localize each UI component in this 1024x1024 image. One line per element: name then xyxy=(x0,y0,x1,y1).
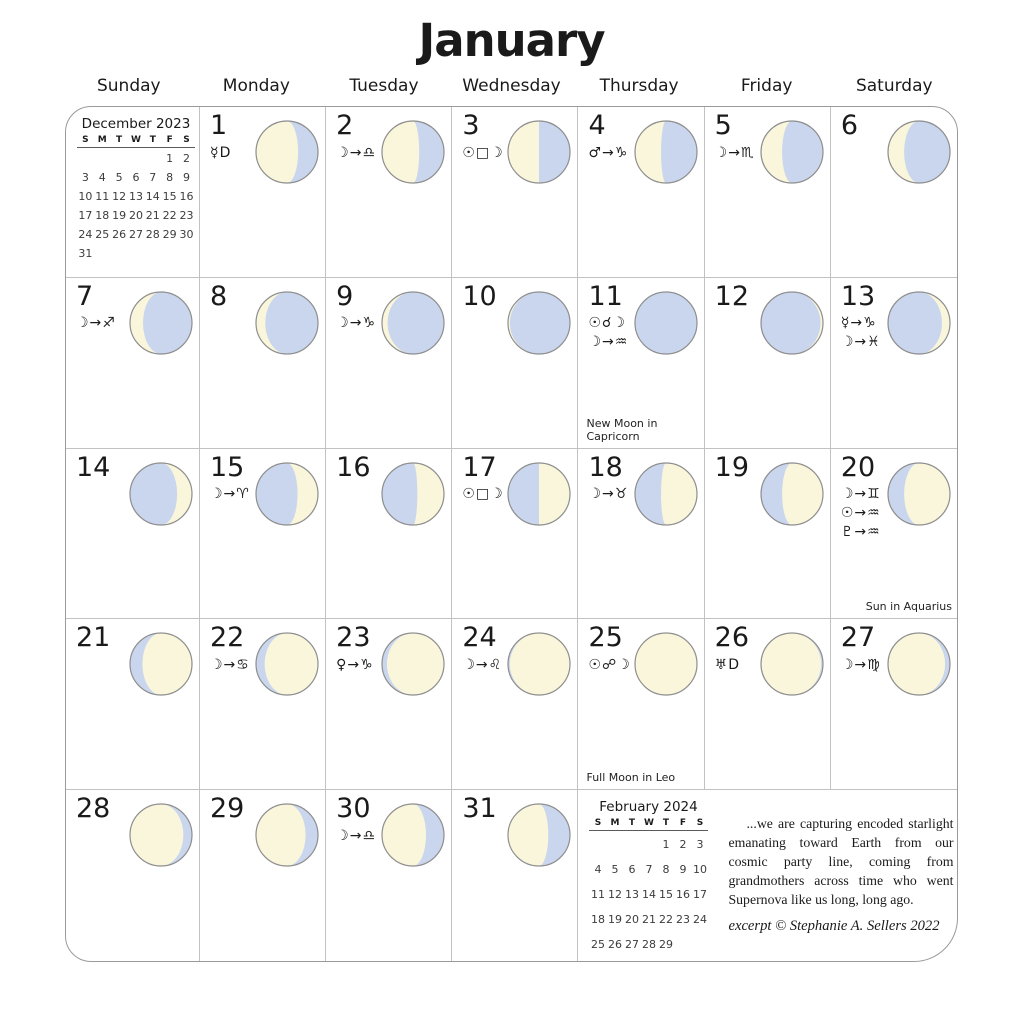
moon-phase-icon xyxy=(128,290,194,356)
moon-phase-icon xyxy=(254,461,320,527)
mini-dow-label: M xyxy=(94,135,111,148)
moon-phase-icon xyxy=(254,119,320,185)
mini-day: 31 xyxy=(78,247,93,260)
mini-day: 20 xyxy=(128,209,143,222)
mini-day: 10 xyxy=(692,863,707,877)
mini-day: 25 xyxy=(590,938,605,952)
day-cell xyxy=(452,619,578,790)
mini-dow-label: F xyxy=(674,818,691,831)
mini-day: 29 xyxy=(162,228,177,241)
day-cell xyxy=(452,449,578,620)
day-cell xyxy=(326,790,452,961)
mini-day: 24 xyxy=(78,228,93,241)
day-cell xyxy=(578,449,704,620)
mini-dow-label: W xyxy=(640,818,657,831)
moon-phase-icon xyxy=(886,119,952,185)
mini-day: 8 xyxy=(166,171,174,184)
mini-day: 1 xyxy=(662,838,670,852)
day-cell xyxy=(200,278,326,449)
moon-phase-icon xyxy=(633,119,699,185)
mini-day: 6 xyxy=(628,863,636,877)
mini-day xyxy=(111,148,128,168)
mini-day: 22 xyxy=(658,913,673,927)
day-number: 21 xyxy=(76,622,111,654)
moon-phase-icon xyxy=(380,461,446,527)
moon-phase-icon xyxy=(759,461,825,527)
mini-day: 3 xyxy=(81,171,89,184)
day-cell xyxy=(831,449,957,620)
astro-symbol: ☽→♓ xyxy=(840,334,881,351)
day-number: 12 xyxy=(714,280,750,312)
day-cell xyxy=(831,278,957,449)
mini-day xyxy=(94,243,111,262)
mini-day xyxy=(178,243,195,262)
day-number: 16 xyxy=(336,451,371,483)
day-number: 15 xyxy=(210,451,245,483)
moon-phase-icon xyxy=(254,631,320,697)
moon-phase-icon xyxy=(380,802,446,868)
moon-phase-icon xyxy=(506,631,572,697)
astro-symbol: ☿→♑ xyxy=(840,315,877,332)
mini-day: 21 xyxy=(145,209,160,222)
moon-phase-icon xyxy=(886,631,952,697)
mini-day xyxy=(691,931,708,956)
day-number: 4 xyxy=(588,110,606,141)
moon-phase-icon xyxy=(128,461,194,527)
mini-day: 11 xyxy=(590,888,605,902)
day-cell xyxy=(326,107,452,278)
mini-day: 16 xyxy=(179,190,194,203)
mini-day: 12 xyxy=(112,190,127,203)
mini-dow-label: W xyxy=(128,135,145,148)
astro-symbol: ☽→♑ xyxy=(336,315,376,332)
moon-phase-icon xyxy=(380,290,446,356)
mini-day: 6 xyxy=(132,171,140,184)
mini-dow-label: T xyxy=(623,818,640,831)
mini-day: 23 xyxy=(675,913,690,927)
astro-symbol: ☽→♎ xyxy=(336,144,376,161)
mini-day xyxy=(144,148,161,168)
mini-day xyxy=(111,243,128,262)
moon-phase-icon xyxy=(633,290,699,356)
day-number: 1 xyxy=(210,110,228,141)
moon-phase-icon xyxy=(759,119,825,185)
astro-symbol: ☽→♉ xyxy=(588,486,629,503)
day-number: 11 xyxy=(588,280,623,312)
moon-phase-icon xyxy=(633,631,699,697)
mini-day: 23 xyxy=(179,209,194,222)
mini-calendar-table xyxy=(589,818,708,956)
day-number: 29 xyxy=(210,793,245,825)
calendar-grid xyxy=(65,106,958,962)
moon-phase-icon xyxy=(380,119,446,185)
mini-day: 30 xyxy=(179,228,194,241)
mini-day: 5 xyxy=(115,171,123,184)
day-number: 28 xyxy=(76,793,111,825)
moon-phase-icon xyxy=(633,461,699,527)
astro-symbol: ☉☍☽ xyxy=(588,657,631,674)
mini-day: 13 xyxy=(624,888,639,902)
mini-day: 14 xyxy=(145,190,160,203)
day-cell xyxy=(578,107,704,278)
day-cell xyxy=(326,619,452,790)
day-cell xyxy=(200,107,326,278)
moon-phase-icon xyxy=(254,290,320,356)
mini-day: 17 xyxy=(78,209,93,222)
day-cell xyxy=(66,449,200,620)
mini-day: 18 xyxy=(95,209,110,222)
mini-day xyxy=(640,831,657,857)
mini-day: 3 xyxy=(696,838,704,852)
moon-phase-icon xyxy=(128,802,194,868)
day-cell xyxy=(831,107,957,278)
day-number: 6 xyxy=(840,110,859,141)
mini-day: 22 xyxy=(162,209,177,222)
astro-symbol: ☽→♒ xyxy=(588,334,629,351)
astro-symbol: ☉□☽ xyxy=(462,144,504,161)
moon-phase-icon xyxy=(759,631,825,697)
day-cell xyxy=(326,278,452,449)
mini-day: 29 xyxy=(658,938,673,952)
mini-day: 27 xyxy=(128,228,143,241)
prev-month-mini-cell xyxy=(66,107,200,278)
astro-symbol: ♇→♒ xyxy=(840,524,881,541)
mini-day: 4 xyxy=(594,863,602,877)
mini-day: 5 xyxy=(611,863,619,877)
astro-symbol: ♂→♑ xyxy=(588,144,629,161)
mini-day: 12 xyxy=(607,888,622,902)
astro-symbol: ♅D xyxy=(714,657,740,674)
bottom-info-cell xyxy=(578,790,957,961)
day-number: 23 xyxy=(336,622,371,654)
astro-symbol: ☽→♐ xyxy=(76,315,116,332)
mini-dow-label: M xyxy=(606,818,623,831)
astro-symbol: ☽→♎ xyxy=(336,827,376,844)
mini-day: 7 xyxy=(149,171,157,184)
moon-phase-icon xyxy=(506,290,572,356)
moon-phase-icon xyxy=(254,802,320,868)
mini-day: 19 xyxy=(607,913,622,927)
mini-day: 26 xyxy=(112,228,127,241)
day-cell xyxy=(831,619,957,790)
moon-phase-icon xyxy=(886,461,952,527)
mini-day: 15 xyxy=(658,888,673,902)
day-cell xyxy=(66,790,200,961)
mini-day: 11 xyxy=(95,190,110,203)
mini-day: 18 xyxy=(590,913,605,927)
mini-day xyxy=(128,148,145,168)
day-cell xyxy=(66,278,200,449)
moon-phase-icon xyxy=(506,119,572,185)
mini-calendar-table xyxy=(77,135,195,262)
poem-text: ...we are capturing encoded starlight emanating toward Earth from our cosmic party line, coming from grandmothers across time who went Supernova like us long, long ago. xyxy=(728,816,954,908)
mini-dow-label: T xyxy=(111,135,128,148)
day-cell xyxy=(200,790,326,961)
moon-phase-icon xyxy=(759,290,825,356)
astro-symbol: ☽→♊ xyxy=(840,486,881,503)
mini-dow-label: S xyxy=(77,135,94,148)
mini-day: 7 xyxy=(645,863,653,877)
mini-day: 21 xyxy=(641,913,656,927)
mini-dow-label: F xyxy=(161,135,178,148)
phase-note: New Moon in Capricorn xyxy=(586,416,658,443)
weekday-label: Wednesday xyxy=(462,76,561,96)
mini-day: 15 xyxy=(162,190,177,203)
mini-day xyxy=(623,831,640,857)
mini-day: 17 xyxy=(692,888,707,902)
day-cell xyxy=(326,449,452,620)
astro-symbol: ☽→♍ xyxy=(840,657,881,674)
day-cell xyxy=(66,619,200,790)
mini-dow-label: S xyxy=(589,818,606,831)
moon-phase-icon xyxy=(128,631,194,697)
weekday-header-row xyxy=(65,76,958,96)
moon-phase-icon xyxy=(506,802,572,868)
mini-day: 9 xyxy=(679,863,687,877)
mini-day: 26 xyxy=(607,938,622,952)
mini-day xyxy=(606,831,623,857)
mini-day: 20 xyxy=(624,913,639,927)
day-cell xyxy=(578,278,704,449)
moon-phase-icon xyxy=(380,631,446,697)
mini-day xyxy=(674,931,691,956)
weekday-label: Thursday xyxy=(599,76,679,96)
day-cell xyxy=(705,619,831,790)
mini-calendar-title: December 2023 xyxy=(81,116,191,132)
mini-day xyxy=(161,243,178,262)
weekday-label: Friday xyxy=(740,76,793,96)
mini-dow-label: T xyxy=(144,135,161,148)
day-number: 30 xyxy=(336,793,371,825)
astro-symbol: ☽→♌ xyxy=(462,657,503,674)
day-number: 18 xyxy=(588,451,623,483)
mini-day: 27 xyxy=(624,938,639,952)
day-number: 27 xyxy=(840,622,876,654)
day-cell xyxy=(452,107,578,278)
day-number: 20 xyxy=(840,451,876,483)
weekday-label: Monday xyxy=(222,76,290,96)
mini-day: 19 xyxy=(112,209,127,222)
mini-day: 28 xyxy=(641,938,656,952)
day-number: 8 xyxy=(210,280,228,312)
mini-day: 28 xyxy=(145,228,160,241)
poem-attribution: excerpt © Stephanie A. Sellers 2022 xyxy=(728,918,940,935)
astro-symbol: ☉→♒ xyxy=(840,505,881,522)
astro-symbol: ☽→♋ xyxy=(210,657,250,674)
mini-day: 13 xyxy=(128,190,143,203)
day-number: 2 xyxy=(336,110,354,141)
astro-symbol: ☽→♏ xyxy=(714,144,755,161)
day-number: 22 xyxy=(210,622,245,654)
day-number: 26 xyxy=(714,622,750,654)
mini-day: 2 xyxy=(183,152,191,165)
day-number: 25 xyxy=(588,622,623,654)
mini-dow-label: S xyxy=(178,135,195,148)
weekday-label: Tuesday xyxy=(349,76,419,96)
day-number: 5 xyxy=(714,110,732,141)
day-number: 31 xyxy=(462,793,497,825)
day-number: 24 xyxy=(462,622,497,654)
day-number: 13 xyxy=(840,280,876,312)
month-title: January xyxy=(418,14,605,67)
mini-day xyxy=(589,831,606,857)
day-number: 9 xyxy=(336,280,354,312)
phase-note: Sun in Aquarius xyxy=(865,600,952,614)
mini-day xyxy=(128,243,145,262)
day-cell xyxy=(705,278,831,449)
mini-day xyxy=(94,148,111,168)
mini-day: 10 xyxy=(78,190,93,203)
day-number: 3 xyxy=(462,110,480,141)
day-number: 19 xyxy=(714,451,750,483)
mini-day: 14 xyxy=(641,888,656,902)
poem-excerpt xyxy=(728,814,953,935)
mini-day: 1 xyxy=(166,152,174,165)
mini-day xyxy=(144,243,161,262)
astro-symbol: ☉□☽ xyxy=(462,486,504,503)
mini-calendar xyxy=(578,790,712,956)
mini-dow-label: T xyxy=(657,818,674,831)
astro-symbol: ♀→♑ xyxy=(336,657,374,674)
mini-day: 25 xyxy=(95,228,110,241)
mini-day: 16 xyxy=(675,888,690,902)
mini-calendar xyxy=(66,107,199,262)
day-number: 10 xyxy=(462,280,497,312)
day-cell xyxy=(578,619,704,790)
phase-note: Full Moon in Leo xyxy=(586,771,676,785)
mini-day xyxy=(77,148,94,168)
day-number: 17 xyxy=(462,451,497,483)
day-cell xyxy=(200,449,326,620)
day-number: 7 xyxy=(76,280,94,312)
day-cell xyxy=(705,107,831,278)
mini-day: 24 xyxy=(692,913,707,927)
day-cell xyxy=(452,790,578,961)
mini-dow-label: S xyxy=(691,818,708,831)
moon-phase-icon xyxy=(506,461,572,527)
day-cell xyxy=(200,619,326,790)
mini-calendar-title: February 2024 xyxy=(599,799,698,816)
mini-day: 8 xyxy=(662,863,670,877)
day-number: 14 xyxy=(76,451,111,483)
moon-phase-icon xyxy=(886,290,952,356)
mini-day: 9 xyxy=(183,171,191,184)
astro-symbol: ☽→♈ xyxy=(210,486,250,503)
day-cell xyxy=(452,278,578,449)
weekday-label: Sunday xyxy=(96,76,161,96)
mini-day: 2 xyxy=(679,838,687,852)
mini-day: 4 xyxy=(98,171,106,184)
weekday-label: Saturday xyxy=(855,76,933,96)
day-cell xyxy=(705,449,831,620)
astro-symbol: ☿D xyxy=(210,144,232,161)
astro-symbol: ☉☌☽ xyxy=(588,315,626,332)
